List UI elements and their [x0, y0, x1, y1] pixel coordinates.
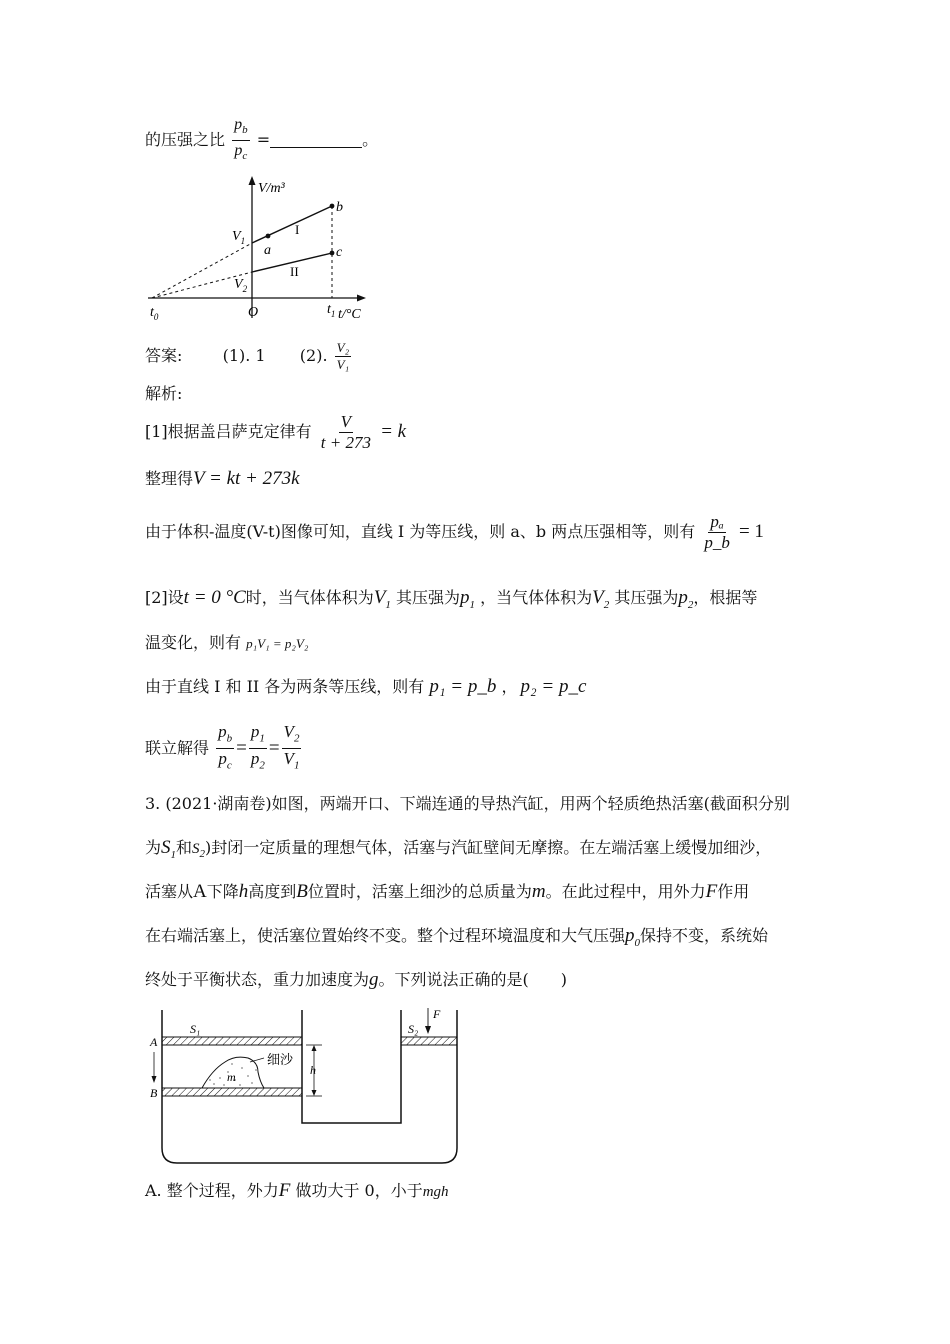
cylinder-inner-wall: [302, 1010, 401, 1123]
cylinder-figure: [140, 1000, 470, 1170]
sand-label: 细沙: [267, 1052, 294, 1067]
point-a: [266, 234, 271, 239]
analysis-line1: [1]根据盖吕萨克定律有 $\frac{V}{t + 273}$ = k: [145, 412, 407, 452]
answer-blank: [270, 133, 362, 148]
point-b: [330, 204, 335, 209]
pressure-ratio-fraction: $\frac{p_b}{p_c}$: [234, 116, 248, 163]
answer-fraction: $\frac{\text{V₂}}{\text{V₁}}$: [336, 340, 350, 372]
answer-part1: (1). 1: [222, 346, 266, 365]
analysis-line7: 联立解得 $\frac{p_b}{p_c}$ = $\frac{p_1}{p_2}$ = $\frac{V_2}{V_1}$: [145, 722, 300, 772]
h-label: h: [310, 1063, 316, 1077]
pa-pb-fraction: $\frac{\text{pₐ}}{p\_b}$: [704, 512, 730, 552]
intro-line: 的压强之比 $\frac{p_b}{p_c}$ = 。: [145, 115, 378, 166]
S2-label: S₂: [408, 1022, 419, 1036]
label-a: a: [264, 243, 271, 258]
vt-graph: [140, 170, 390, 325]
analysis-line4: [2]设t = 0 °C时，当气体体积为$V_1$ 其压强为$p_1$ ，当气体体积为$V_2$ 其压强为$p_2$，根据等: [145, 587, 758, 611]
piston-A: [162, 1037, 302, 1045]
gay-lussac-fraction: $\frac{V}{t + 273}$: [320, 412, 371, 452]
label-c: c: [336, 245, 343, 260]
analysis-label: 解析:: [145, 384, 183, 403]
mass-label: m: [227, 1070, 236, 1084]
label-t0: $t_0$: [150, 305, 159, 322]
y-axis-label: V/m³: [258, 181, 285, 196]
label-origin: O: [248, 305, 259, 320]
answer-part2: (2).: [299, 346, 328, 365]
S1-label: S₁: [190, 1022, 201, 1036]
analysis-line6: 由于直线 I 和 II 各为两条等压线，则有 p₁ = p_b ， p₂ = p_c: [145, 676, 587, 697]
q3-line4: 在右端活塞上，使活塞位置始终不变。整个过程环境温度和大气压强$p_0$保持不变，系统始: [145, 925, 769, 949]
option-a: A. 整个过程，外力F 做功大于 0，小于mgh: [145, 1180, 449, 1201]
q3-line1: 3. (2021·湖南卷)如图，两端开口、下端连通的导热汽缸，用两个轻质绝热活塞(截面积分别: [145, 794, 790, 813]
label-V2: $V_2$: [234, 277, 248, 294]
F-label: F: [433, 1007, 441, 1021]
analysis-line5: 温变化，则有 p₁V₁ = p₂V₂: [145, 633, 309, 652]
q3-line5: 终处于平衡状态，重力加速度为g。下列说法正确的是( ): [145, 969, 568, 990]
piston-right: [401, 1037, 457, 1045]
y-axis-arrow: [249, 176, 256, 185]
answer-line: [145, 340, 353, 373]
point-c: [330, 251, 335, 256]
label-line-II: II: [290, 264, 299, 279]
piston-B: [162, 1088, 302, 1096]
label-b: b: [336, 200, 343, 215]
q3-line3: 活塞从A下降h高度到B位置时，活塞上细沙的总质量为m。在此过程中，用外力F作用: [145, 881, 750, 902]
label-V1: $V_1$: [232, 229, 246, 246]
B-label: B: [150, 1086, 158, 1100]
analysis-line3: 由于体积-温度(V-t)图像可知，直线 I 为等压线，则 a、b 两点压强相等，则有 $\frac{\text{pₐ}}{p\_b}$ = 1: [145, 512, 764, 552]
intro-text: 的压强之比: [145, 130, 226, 150]
x-axis-arrow: [357, 295, 366, 302]
label-t1: $t_1$: [327, 302, 336, 319]
label-line-I: I: [295, 222, 300, 237]
analysis-line2: 整理得V = kt + 273k: [145, 468, 300, 489]
answer-label: 答案:: [145, 346, 183, 365]
line-I: [252, 206, 332, 243]
q3-line2: 为$S_1$和$S_2$)封闭一定质量的理想气体，活塞与汽缸壁间无摩擦。在左端活塞上缓慢加细沙，: [145, 837, 772, 861]
A-label: A: [150, 1035, 158, 1049]
x-axis-label: t/°C: [338, 307, 361, 322]
